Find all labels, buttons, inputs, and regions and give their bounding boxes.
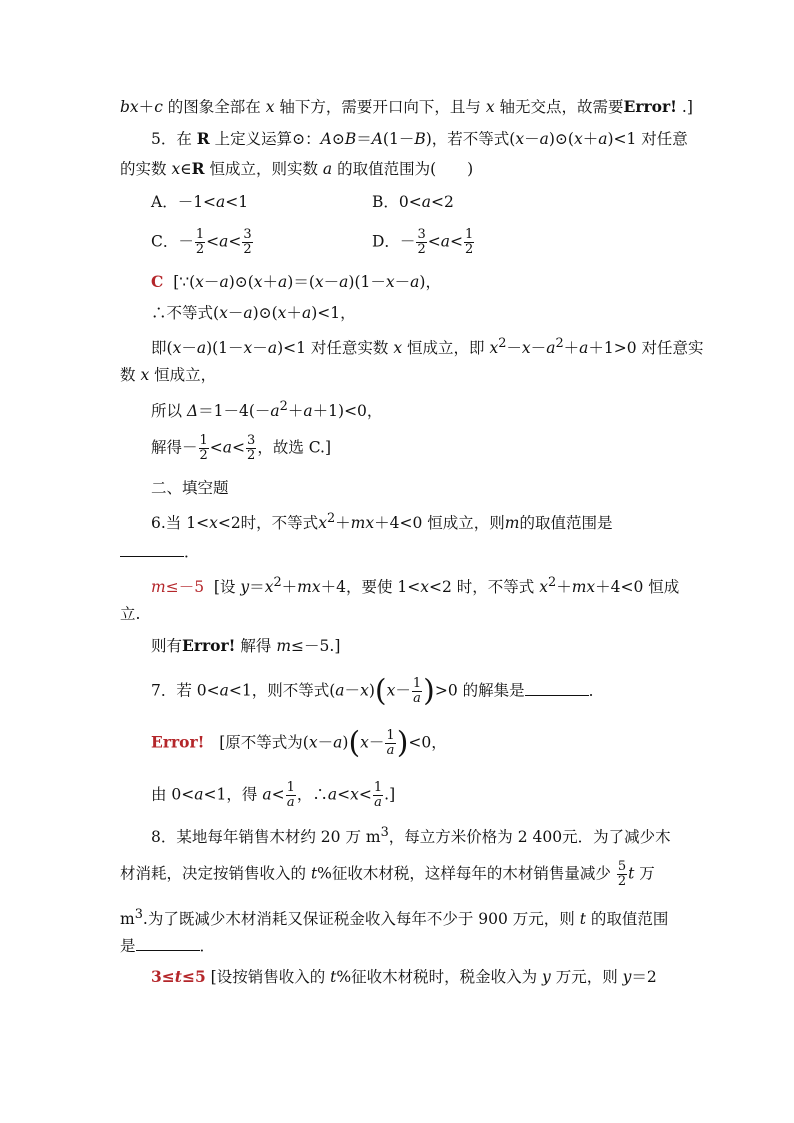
text-fragment: R — [196, 129, 210, 148]
text-fragment: 的取值范围是 — [519, 514, 613, 533]
text-fragment: － — [368, 733, 385, 752]
text-fragment: ＋4<0 恒成立，则 — [374, 514, 505, 533]
text-fragment: a — [413, 691, 421, 706]
text-fragment: < — [228, 232, 242, 251]
text-fragment: x — [311, 578, 321, 597]
text-fragment: ＋ — [556, 578, 572, 597]
text-fragment: 数 — [120, 366, 141, 384]
text-fragment: x — [385, 273, 395, 291]
text-fragment: 3 — [380, 825, 389, 840]
text-fragment: R — [191, 159, 205, 178]
text-fragment: x — [515, 130, 525, 148]
text-fragment: Error! — [182, 636, 236, 655]
text-fragment: 所以 — [151, 402, 187, 421]
solution-6-line3 — [151, 635, 340, 657]
text-fragment: A．－1< — [151, 193, 217, 211]
answer-label: C — [151, 272, 164, 291]
question-8-line4 — [120, 935, 215, 957]
text-fragment: (1－ — [382, 130, 415, 148]
solution-7-line2 — [151, 781, 395, 810]
text-fragment: )<1 对任意实数 — [277, 339, 394, 358]
text-fragment: 1 — [195, 227, 205, 242]
text-fragment: ) — [342, 733, 349, 752]
text-fragment: x — [485, 98, 495, 116]
text-fragment: － — [506, 339, 522, 358]
solution-7-line1 — [151, 725, 447, 761]
text-fragment: )， — [419, 273, 441, 291]
text-fragment: 恒成立， — [149, 366, 217, 384]
text-fragment: a — [303, 402, 313, 421]
text-fragment: x — [318, 514, 327, 533]
text-fragment: m — [120, 910, 135, 929]
right-paren: ) — [396, 725, 409, 761]
text-fragment: x — [308, 733, 318, 752]
solution-6-line2 — [120, 603, 140, 625]
text-fragment: [原不等式为( — [219, 733, 309, 752]
text-fragment: y — [542, 968, 551, 986]
fraction — [464, 228, 474, 257]
text-fragment: t — [628, 864, 635, 883]
text-fragment: a — [546, 339, 556, 358]
text-fragment: ＋4<0 恒成 — [595, 578, 680, 597]
text-fragment: x — [265, 98, 275, 116]
option-b — [372, 191, 454, 213]
text-fragment: < — [358, 785, 372, 804]
text-fragment: a — [539, 130, 549, 148]
text-fragment: － — [227, 304, 244, 322]
text-fragment: bx — [120, 98, 139, 116]
text-fragment: ＋ — [286, 304, 302, 322]
text-fragment: ，∴ — [296, 785, 328, 804]
text-fragment: m — [504, 514, 520, 533]
text-fragment: C．－ — [151, 232, 194, 251]
text-fragment: － — [317, 733, 334, 752]
text-fragment: a — [410, 273, 420, 291]
text-fragment: 解得 — [235, 637, 277, 655]
text-fragment: － — [530, 339, 547, 358]
text-fragment: a — [286, 795, 295, 810]
text-fragment: 二、填空题 — [151, 479, 229, 497]
text-fragment: a — [301, 304, 312, 322]
text-fragment: － — [252, 339, 268, 358]
text-fragment: ＋1>0 对任意实 — [588, 339, 704, 358]
text-fragment: a — [374, 795, 382, 810]
text-fragment: ＝2 — [631, 968, 657, 986]
text-fragment: 2 — [279, 399, 288, 414]
solution-5-line2 — [151, 302, 356, 324]
text-fragment: %征收木材税时，税金收入为 — [336, 968, 543, 986]
text-fragment: [设 — [213, 578, 241, 597]
fraction — [246, 434, 256, 463]
question-8-line3 — [120, 904, 668, 930]
text-fragment: 3 — [247, 433, 256, 448]
text-fragment: )＝( — [287, 273, 315, 291]
text-fragment: 恒成立，即 — [402, 339, 490, 358]
text-fragment: D．－ — [372, 232, 416, 251]
text-fragment: a — [339, 273, 349, 291]
text-fragment: ＝ — [356, 130, 372, 148]
text-fragment: x — [539, 578, 548, 597]
text-fragment: 2 — [547, 575, 557, 590]
text-fragment: x — [393, 339, 403, 358]
text-fragment: ＋ — [582, 130, 599, 148]
text-fragment: x — [586, 578, 596, 597]
text-fragment: 2 — [273, 575, 282, 590]
text-fragment: 2 — [498, 336, 507, 351]
text-fragment: %征收木材税，这样每年的木材销售量减少 — [317, 864, 616, 883]
text-fragment: ＋ — [281, 578, 298, 597]
text-fragment: x — [140, 366, 150, 384]
text-fragment: )⊙( — [252, 304, 278, 322]
text-fragment: x — [573, 130, 583, 148]
text-fragment: a — [219, 681, 229, 700]
text-fragment: ＋ — [262, 273, 279, 291]
fraction — [412, 677, 422, 706]
text-fragment: < — [232, 438, 246, 457]
text-fragment: 6.当 1< — [151, 514, 210, 533]
text-fragment: 5 — [617, 859, 627, 874]
text-fragment: B — [414, 130, 426, 148]
text-fragment: < — [206, 232, 220, 251]
text-fragment: )⊙( — [548, 130, 574, 148]
text-fragment: x — [350, 785, 359, 804]
text-fragment: ＝1－4(－ — [198, 402, 271, 421]
text-fragment: )(1－ — [206, 339, 244, 358]
text-fragment: m — [151, 578, 166, 597]
text-fragment: )⊙( — [228, 273, 254, 291]
solution-5-line3 — [151, 333, 704, 359]
question-6-line1 — [151, 508, 612, 534]
text-fragment: 2 — [417, 242, 426, 257]
text-fragment: a — [270, 402, 280, 421]
text-fragment: a — [421, 193, 431, 211]
text-fragment: x — [489, 339, 499, 358]
text-fragment: B — [344, 130, 357, 148]
text-fragment: <1，则不等式( — [228, 681, 336, 700]
text-fragment: － — [524, 130, 540, 148]
text-fragment: 2 — [243, 242, 252, 257]
text-fragment: ，故选 C.] — [257, 438, 332, 457]
text-fragment: y — [622, 968, 632, 986]
text-fragment: .] — [384, 785, 396, 804]
text-fragment: a — [579, 339, 589, 358]
text-fragment: 1 — [286, 780, 295, 795]
text-fragment: m — [571, 578, 587, 597]
text-fragment: .为了既减少木材消耗又保证税金收入每年不少于 900 万元，则 — [142, 910, 580, 929]
text-fragment: t — [174, 967, 182, 986]
text-fragment: Error! — [623, 97, 677, 116]
text-fragment: 1 — [199, 433, 208, 448]
text-fragment: 立. — [120, 605, 141, 623]
option-c — [151, 228, 254, 257]
fraction — [617, 860, 627, 889]
text-fragment: A — [320, 130, 332, 148]
text-fragment: 2 — [617, 874, 627, 889]
text-fragment: x — [171, 160, 181, 178]
text-fragment: < — [449, 232, 463, 251]
text-fragment: 1 — [464, 227, 474, 242]
text-fragment: x — [365, 514, 375, 533]
solution-5-line5 — [151, 396, 382, 422]
text-fragment: 2 — [464, 242, 474, 257]
text-fragment: ∴不等式( — [151, 304, 220, 322]
question-6-blank — [120, 541, 200, 563]
text-fragment: c — [154, 98, 163, 116]
fraction — [416, 228, 426, 257]
text-fragment: a — [598, 130, 608, 148]
text-fragment: ＝ — [249, 578, 265, 597]
text-fragment: ＋4，要使 1< — [320, 578, 421, 597]
text-fragment: ＋ — [563, 339, 580, 358]
text-fragment: a — [267, 339, 278, 358]
text-fragment: x — [195, 273, 204, 291]
text-fragment: 上定义运算⊙： — [209, 130, 321, 148]
text-fragment: 2 — [199, 448, 208, 463]
text-fragment: 8．某地每年销售木材约 20 万 m — [151, 828, 381, 847]
text-fragment: 7．若 0< — [151, 681, 220, 700]
text-fragment: 2 — [195, 242, 205, 257]
text-fragment: 由 0< — [151, 785, 195, 804]
left-paren: ( — [348, 725, 361, 761]
text-fragment: － — [395, 681, 411, 700]
text-fragment: )(1－ — [348, 273, 386, 291]
text-fragment: 的取值范围为( ) — [332, 160, 474, 178]
solution-5-line4 — [120, 364, 216, 386]
text-fragment: ＋ — [335, 514, 351, 533]
text-fragment: 5．在 — [151, 130, 197, 148]
text-fragment: ＋ — [287, 402, 304, 421]
text-fragment: < — [271, 785, 285, 804]
text-fragment: x — [360, 681, 369, 700]
text-fragment: x — [521, 339, 531, 358]
text-fragment: 轴下方，需要开口向下，且与 — [274, 98, 486, 116]
question-7 — [151, 673, 605, 709]
text-fragment: a — [262, 785, 272, 804]
text-fragment: 1 — [412, 676, 422, 691]
text-fragment: a — [196, 339, 207, 358]
text-fragment: a — [219, 273, 229, 291]
text-fragment: < — [427, 232, 441, 251]
text-fragment: a — [194, 785, 204, 804]
fraction — [199, 434, 209, 463]
text-fragment: ⊙ — [331, 130, 345, 148]
text-fragment: ≤－5.] — [291, 637, 341, 655]
text-fragment: x — [243, 339, 253, 358]
text-fragment: <1 — [225, 193, 249, 211]
text-fragment: <2 — [431, 193, 454, 211]
fraction — [195, 228, 205, 257]
text-fragment: ＋ — [138, 98, 155, 116]
text-fragment: a — [222, 438, 233, 457]
text-fragment: < — [337, 785, 351, 804]
text-fragment: 2 — [555, 336, 564, 351]
text-fragment: ∈ — [180, 160, 192, 178]
text-fragment: 3≤ — [151, 967, 175, 986]
text-fragment: a — [216, 193, 226, 211]
left-paren: ( — [374, 673, 387, 709]
text-fragment: a — [386, 743, 395, 758]
text-fragment: Error! — [151, 732, 205, 752]
text-fragment: 的实数 — [120, 160, 172, 178]
text-fragment: .] — [677, 98, 693, 116]
answer-blank — [525, 681, 589, 696]
text-fragment: x — [209, 514, 218, 533]
text-fragment: A — [371, 130, 383, 148]
text-fragment: ． — [588, 681, 605, 700]
text-fragment: <0， — [408, 733, 447, 752]
solution-5-line1 — [151, 271, 441, 293]
text-fragment: a — [219, 232, 229, 251]
text-fragment: ) — [368, 681, 375, 700]
text-fragment: － — [203, 273, 220, 291]
text-fragment: 则有 — [151, 637, 183, 655]
text-fragment: ≤－5 — [165, 578, 205, 597]
text-fragment: x — [420, 578, 430, 597]
text-fragment: t — [330, 968, 337, 986]
fraction — [373, 781, 383, 810]
text-fragment: ． — [199, 937, 216, 955]
text-fragment: )<1 对任意 — [607, 130, 688, 148]
text-fragment: m — [276, 637, 292, 655]
text-fragment: < — [209, 438, 223, 457]
text-fragment: a — [243, 304, 253, 322]
option-a — [151, 191, 248, 213]
text-fragment: x — [264, 578, 274, 597]
solution-6-line1 — [151, 572, 679, 598]
question-5-line2 — [120, 158, 473, 180]
solution-8-line1 — [151, 966, 657, 988]
text-fragment: t — [579, 910, 586, 929]
text-fragment: <2 时，不等式 — [429, 578, 540, 597]
text-fragment: 材消耗，决定按销售收入的 — [120, 864, 311, 883]
text-fragment: ． — [184, 543, 200, 561]
text-fragment: － — [323, 273, 340, 291]
text-fragment: ，每立方米价格为 2 400元．为了减少木 — [388, 828, 671, 847]
text-fragment: x — [277, 304, 287, 322]
question-8-line1 — [151, 822, 671, 848]
text-fragment: a — [440, 232, 450, 251]
carry-over-line — [120, 96, 693, 118]
text-fragment: 3 — [243, 227, 252, 242]
text-fragment: m — [350, 514, 366, 533]
fraction — [242, 228, 252, 257]
text-fragment: Δ — [186, 402, 199, 421]
text-fragment: 2 — [326, 511, 336, 526]
text-fragment: 2 — [247, 448, 256, 463]
text-fragment: x — [172, 339, 182, 358]
fraction — [286, 781, 296, 810]
text-fragment: a — [327, 785, 338, 804]
right-paren: ) — [423, 673, 435, 709]
text-fragment: a — [333, 733, 343, 752]
text-fragment: y — [240, 578, 250, 597]
text-fragment: 1 — [373, 780, 383, 795]
text-fragment: － — [394, 273, 411, 291]
text-fragment: x — [253, 273, 263, 291]
text-fragment: a — [278, 273, 288, 291]
text-fragment: x — [360, 733, 369, 752]
question-8-line2 — [120, 860, 655, 889]
text-fragment: － — [181, 339, 197, 358]
text-fragment: ≤5 — [181, 967, 206, 986]
text-fragment: [设按销售收入的 — [205, 968, 331, 986]
text-fragment: － — [344, 681, 361, 700]
text-fragment: B．0< — [372, 193, 422, 211]
text-fragment: x — [386, 681, 396, 700]
text-fragment: 解得－ — [151, 438, 198, 457]
section-heading — [151, 477, 229, 499]
option-d — [372, 228, 475, 257]
answer-blank — [120, 542, 184, 557]
text-fragment: 1 — [386, 728, 395, 743]
text-fragment: x — [314, 273, 324, 291]
text-fragment: )，若不等式( — [425, 130, 516, 148]
text-fragment: 是 — [120, 937, 136, 955]
text-fragment: 恒成立，则实数 — [204, 160, 323, 178]
text-fragment: >0 的解集是 — [434, 681, 525, 700]
text-fragment: a — [335, 681, 345, 700]
text-fragment: 3 — [134, 907, 143, 922]
text-fragment: ＋1)<0， — [312, 402, 383, 421]
text-fragment: 3 — [417, 227, 426, 242]
text-fragment: 的图象全部在 — [162, 98, 266, 116]
text-fragment: 即( — [151, 339, 173, 358]
text-fragment: x — [219, 304, 228, 322]
text-fragment: <1，得 — [203, 785, 263, 804]
text-fragment: [∵( — [173, 273, 196, 291]
solution-5-line6 — [151, 434, 331, 463]
text-fragment: m — [297, 578, 312, 597]
question-5-line1 — [151, 128, 688, 150]
text-fragment: 万 — [634, 864, 655, 883]
text-fragment: <2时，不等式 — [217, 514, 319, 533]
text-fragment: 轴无交点，故需要 — [494, 98, 624, 116]
text-fragment: 的取值范围 — [585, 910, 669, 929]
text-fragment: a — [322, 160, 333, 178]
text-fragment: t — [310, 864, 318, 883]
answer-blank — [136, 936, 200, 951]
text-fragment: )<1， — [311, 304, 356, 322]
fraction — [385, 729, 395, 758]
text-fragment: 万元，则 — [550, 968, 623, 986]
